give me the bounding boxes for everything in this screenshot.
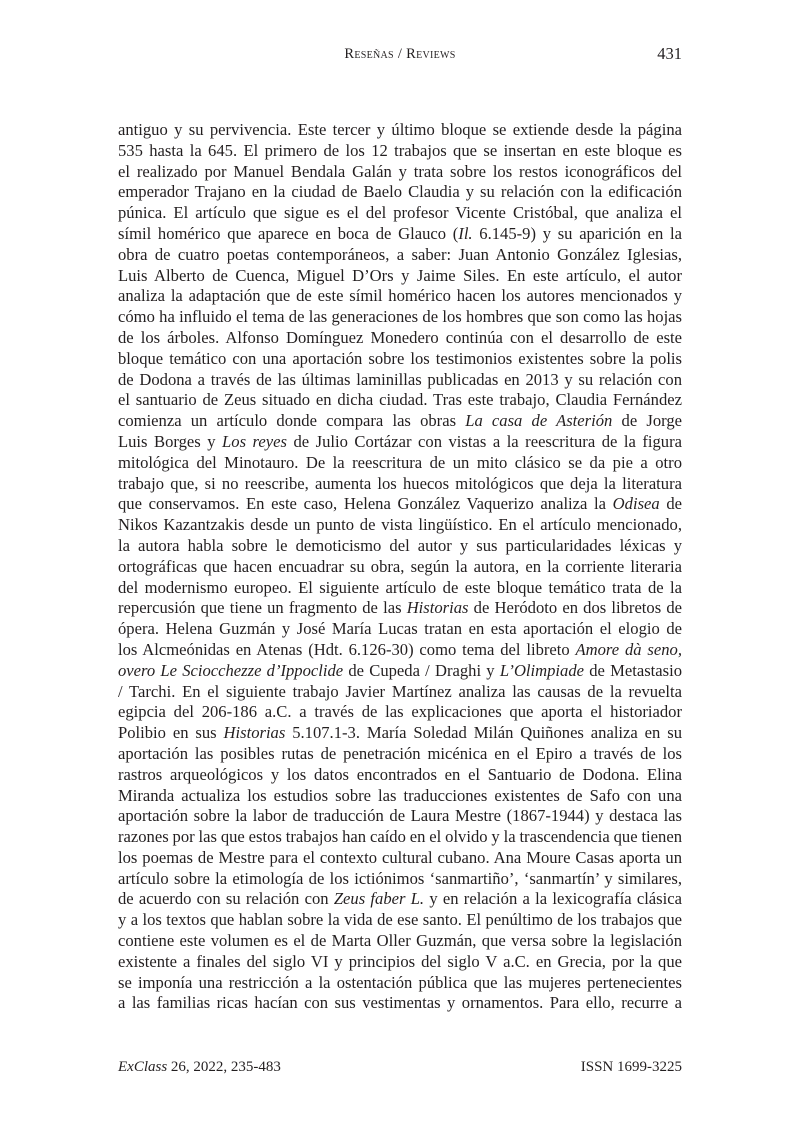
journal-volume: 26, 2022, 235-483 bbox=[167, 1059, 281, 1075]
text-segment: de Dodona a través de las últimas laminillas publicadas en 2013 y su relación con bbox=[118, 369, 682, 389]
text-line bbox=[118, 182, 682, 203]
text-segment: contiene este volumen es el de Marta Oller Guzmán, que versa sobre la legislación bbox=[118, 931, 682, 951]
footer-citation bbox=[118, 1059, 281, 1076]
text-segment: emperador Trajano en la ciudad de Baelo Claudia y su relación con la edificación bbox=[118, 182, 682, 202]
text-segment: ópera. Helena Guzmán y José María Lucas tratan en esta aportación el elogio de bbox=[118, 619, 682, 639]
text-line bbox=[118, 141, 682, 162]
text-line bbox=[118, 536, 682, 557]
text-segment: bloque temático con una aportación sobre los testimonios existentes sobre la polis bbox=[118, 348, 682, 368]
text-segment: Luis Borges y bbox=[118, 431, 223, 451]
italic-text: overo Le Sciocchezze d’Ippoclide bbox=[118, 660, 344, 680]
text-segment: 5.107.1-3. María Soledad Milán Quiñones analiza en su bbox=[285, 723, 682, 743]
text-line bbox=[118, 661, 682, 682]
text-segment: la autora habla sobre le demoticismo del autor y sus particularidades léxicas y bbox=[118, 535, 682, 555]
italic-text: Il. bbox=[458, 223, 473, 243]
text-line bbox=[118, 952, 682, 973]
text-segment: aportación las posibles rutas de penetración micénica en el Epiro a través de los bbox=[118, 743, 682, 763]
text-line bbox=[118, 723, 682, 744]
text-segment: a las familias ricas hacían con sus vestimentas y ornamentos. Para ello, recurre a bbox=[118, 993, 682, 1013]
page-number: 431 bbox=[657, 44, 682, 63]
text-segment: antiguo y su pervivencia. Este tercer y último bloque se extiende desde la página bbox=[118, 120, 682, 139]
text-line bbox=[118, 224, 682, 245]
text-segment: trabajo que, si no reescribe, aumenta los huecos mitológicos que deja la literatura bbox=[118, 473, 682, 493]
text-segment: mitológica del Minotauro. De la reescritura de un mito clásico se da pie a otro bbox=[118, 452, 682, 472]
text-line bbox=[118, 931, 682, 952]
text-segment: de Jorge bbox=[612, 411, 683, 431]
text-segment: artículo sobre la etimología de los ictiónimos ‘sanmartiño’, ‘sanmartín’ y similares, bbox=[118, 868, 682, 888]
italic-text: Zeus faber L. bbox=[333, 889, 425, 909]
text-segment: Luis Alberto de Cuenca, Miguel D’Ors y Jaime Siles. En este artículo, el autor bbox=[118, 265, 682, 285]
text-line bbox=[118, 266, 682, 287]
text-line bbox=[118, 307, 682, 328]
text-segment: Nikos Kazantzakis desde un punto de vista lingüístico. En el artículo mencionado, bbox=[118, 515, 682, 535]
text-line bbox=[118, 598, 682, 619]
text-segment: 6.145-9) y su aparición en la bbox=[472, 223, 682, 243]
italic-text: Odisea bbox=[612, 494, 660, 514]
text-line bbox=[118, 432, 682, 453]
text-line bbox=[118, 390, 682, 411]
text-line bbox=[118, 162, 682, 183]
text-segment: analiza la adaptación que de este símil homérico hacen los autores mencionados y bbox=[118, 286, 682, 306]
text-segment: Miranda actualiza los estudios sobre las traducciones existentes de Safo con una bbox=[118, 785, 682, 805]
text-line bbox=[118, 910, 682, 931]
text-segment: que conservamos. En este caso, Helena González Vaquerizo analiza la bbox=[118, 494, 613, 514]
text-segment: los Alcmeónidas en Atenas (Hdt. 6.126-30) como tema del libreto bbox=[118, 639, 576, 659]
text-segment: cómo ha influido el tema de las generaciones de los hombres que son como las hojas bbox=[118, 307, 682, 327]
text-line bbox=[118, 827, 682, 848]
journal-name: ExClass bbox=[118, 1059, 168, 1075]
text-segment: egipcia del 206-186 a.C. a través de las explicaciones que aporta el historiador bbox=[118, 702, 682, 722]
text-line bbox=[118, 515, 682, 536]
text-line bbox=[118, 682, 682, 703]
text-segment: de Julio Cortázar con vistas a la reescritura de la figura bbox=[286, 431, 682, 451]
text-segment: Polibio en sus bbox=[118, 723, 224, 743]
text-segment: obra de cuatro poetas contemporáneos, a saber: Juan Antonio González Iglesias, bbox=[118, 244, 682, 264]
text-line bbox=[118, 806, 682, 827]
text-line bbox=[118, 245, 682, 266]
text-segment: de Cupeda / Draghi y bbox=[343, 660, 500, 680]
text-line bbox=[118, 765, 682, 786]
text-line bbox=[118, 411, 682, 432]
text-line bbox=[118, 474, 682, 495]
text-segment: el realizado por Manuel Bendala Galán y trata sobre los restos iconográficos del bbox=[118, 161, 682, 181]
text-segment: los poemas de Mestre para el contexto cultural cubano. Ana Moure Casas aporta un bbox=[118, 847, 682, 867]
text-line bbox=[118, 578, 682, 599]
text-segment: de acuerdo con su relación con bbox=[118, 889, 334, 909]
text-line bbox=[118, 557, 682, 578]
running-header-title: Reseñas / Reviews bbox=[344, 46, 456, 62]
text-line bbox=[118, 786, 682, 807]
text-segment: / Tarchi. En el siguiente trabajo Javier Martínez analiza las causas de la revuelta bbox=[118, 681, 682, 701]
text-line bbox=[118, 120, 682, 141]
italic-text: Historias bbox=[223, 723, 286, 743]
text-segment: y en relación a la lexicografía clásica bbox=[424, 889, 682, 909]
text-line bbox=[118, 702, 682, 723]
body-text bbox=[118, 120, 682, 1014]
text-line bbox=[118, 328, 682, 349]
text-line bbox=[118, 993, 682, 1014]
text-line bbox=[118, 453, 682, 474]
text-segment: del modernismo europeo. El siguiente artículo de este bloque temático trata de la bbox=[118, 577, 682, 597]
text-segment: rastros arqueológicos y los datos encontrados en el Santuario de Dodona. Elina bbox=[118, 764, 682, 784]
text-line bbox=[118, 869, 682, 890]
text-line bbox=[118, 203, 682, 224]
text-line bbox=[118, 494, 682, 515]
text-line bbox=[118, 973, 682, 994]
text-segment: el santuario de Zeus situado en dicha ciudad. Tras este trabajo, Claudia Fernández bbox=[118, 390, 682, 410]
text-segment: comienza un artículo donde compara las obras bbox=[118, 411, 466, 431]
text-line bbox=[118, 619, 682, 640]
text-line bbox=[118, 889, 682, 910]
text-line bbox=[118, 349, 682, 370]
text-segment: púnica. El artículo que sigue es el del profesor Vicente Cristóbal, que analiza el bbox=[118, 203, 682, 223]
text-line bbox=[118, 744, 682, 765]
text-segment: símil homérico que aparece en boca de Glauco ( bbox=[118, 223, 459, 243]
footer-issn: ISSN 1699-3225 bbox=[580, 1059, 682, 1075]
italic-text: Los reyes bbox=[222, 431, 287, 451]
text-segment: aportación sobre la labor de traducción de Laura Mestre (1867-1944) y destaca las bbox=[118, 806, 682, 826]
italic-text: Amore dà seno, bbox=[575, 639, 682, 659]
text-line bbox=[118, 286, 682, 307]
text-segment: ortográficas que hacen encuadrar su obra, según la autora, en la corriente literaria bbox=[118, 556, 682, 576]
text-segment: de Metastasio bbox=[584, 660, 683, 680]
text-line bbox=[118, 640, 682, 661]
text-segment: razones por las que estos trabajos han caído en el olvido y la trascendencia que tienen bbox=[118, 827, 682, 847]
text-segment: existente a finales del siglo VI y principios del siglo V a.C. en Grecia, por la que bbox=[118, 951, 682, 971]
text-line bbox=[118, 370, 682, 391]
text-segment: de Heródoto en dos libretos de bbox=[468, 598, 683, 618]
text-segment: repercusión que tiene un fragmento de las bbox=[118, 598, 407, 618]
text-segment: y a los textos que hablan sobre la vida de ese santo. El penúltimo de los trabajos que bbox=[118, 910, 682, 930]
text-segment: de los árboles. Alfonso Domínguez Monedero continúa con el desarrollo de este bbox=[118, 327, 682, 347]
text-segment: 535 hasta la 645. El primero de los 12 trabajos que se insertan en este bloque es bbox=[118, 140, 682, 160]
italic-text: La casa de Asterión bbox=[465, 411, 613, 431]
italic-text: L’Olimpiade bbox=[499, 660, 585, 680]
italic-text: Historias bbox=[406, 598, 469, 618]
text-segment: se imponía una restricción a la ostentación pública que las mujeres pertenecientes bbox=[118, 972, 682, 992]
text-line bbox=[118, 848, 682, 869]
text-segment: de bbox=[659, 494, 683, 514]
